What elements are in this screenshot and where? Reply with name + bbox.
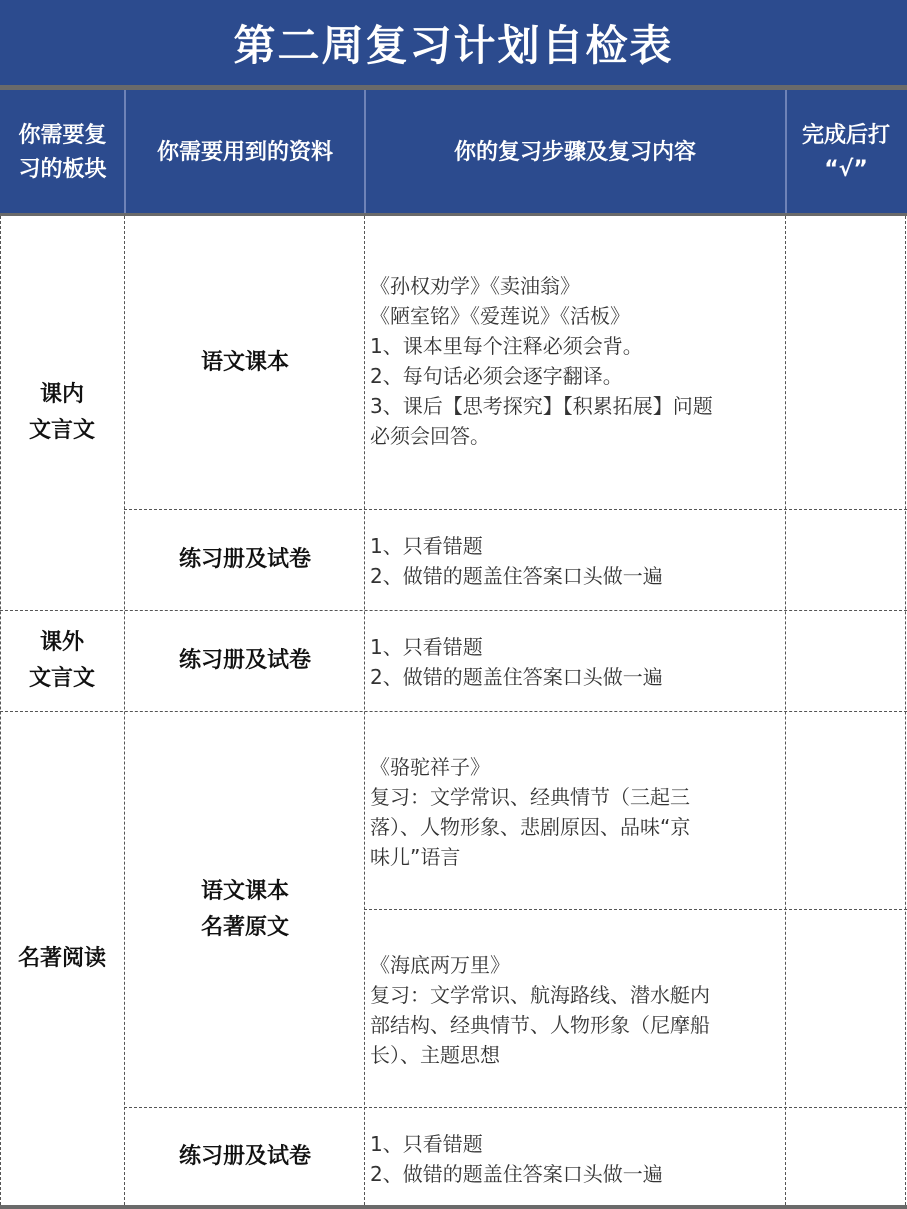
header-check: 完成后打 “√”: [801, 122, 890, 182]
header-block: 你需要复 习的板块: [18, 122, 107, 182]
material-textbook: 语文课本: [200, 349, 289, 375]
list-item: 《陋室铭》《爱莲说》《活板》: [370, 304, 630, 328]
list-item: 复习：文学常识、航海路线、潜水艇内: [370, 983, 710, 1007]
header-divider: [124, 90, 126, 215]
steps-kenei-workbook: [370, 531, 780, 591]
bottom-border: [0, 1205, 907, 1209]
header-steps: 你的复习步骤及复习内容: [453, 139, 696, 165]
list-item: 长）、主题思想: [370, 1043, 500, 1067]
material-workbook: 练习册及试卷: [178, 648, 311, 673]
list-item: 1、只看错题: [370, 635, 483, 659]
header-materials: 你需要用到的资料: [156, 139, 333, 165]
block-mingzhu-yuedu: 名著阅读: [17, 945, 106, 971]
steps-luotuo-xiangzi: [370, 752, 780, 872]
list-item: 《孙权劝学》《卖油翁》: [370, 274, 580, 298]
list-item: 《骆驼祥子》: [370, 755, 490, 779]
block-kenei-wenyanwen: 课内 文言文: [28, 382, 95, 443]
list-item: 味儿”语言: [370, 845, 461, 869]
list-item: 3、课后【思考探究】【积累拓展】问题: [370, 394, 713, 418]
list-item: 2、做错的题盖住答案口头做一遍: [370, 564, 663, 588]
list-item: 1、只看错题: [370, 1132, 483, 1156]
steps-kewai-workbook: [370, 632, 780, 692]
header-divider: [785, 90, 787, 215]
steps-haidi-liangwanli: [370, 950, 780, 1070]
material-workbook: 练习册及试卷: [178, 1143, 311, 1169]
grid-line: [364, 909, 907, 910]
header-divider: [364, 90, 366, 215]
list-item: 必须会回答。: [370, 424, 490, 448]
block-kewai-wenyanwen: 课外 文言文: [28, 630, 95, 691]
list-item: 2、做错的题盖住答案口头做一遍: [370, 1162, 663, 1186]
list-item: 《海底两万里》: [370, 953, 510, 977]
material-workbook: 练习册及试卷: [178, 547, 311, 572]
list-item: 1、课本里每个注释必须会背。: [370, 334, 643, 358]
list-item: 2、做错的题盖住答案口头做一遍: [370, 665, 663, 689]
page-title: 第二周复习计划自检表: [0, 0, 907, 85]
list-item: 部结构、经典情节、人物形象（尼摩船: [370, 1013, 710, 1037]
list-item: 复习：文学常识、经典情节（三起三: [370, 785, 690, 809]
steps-mingzhu-workbook: [370, 1129, 780, 1189]
list-item: 2、每句话必须会逐字翻译。: [370, 364, 623, 388]
material-source-texts: 语文课本 名著原文: [200, 878, 289, 940]
steps-kenei-textbook: [370, 271, 780, 451]
list-item: 落）、人物形象、悲剧原因、品味“京: [370, 815, 691, 839]
list-item: 1、只看错题: [370, 534, 483, 558]
